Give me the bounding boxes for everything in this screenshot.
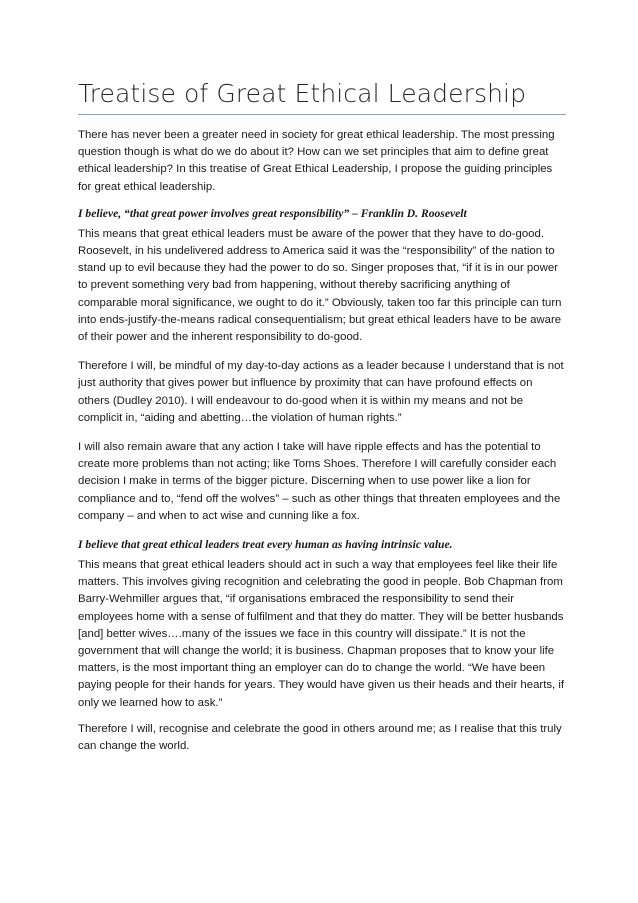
section1-paragraph-1: This means that great ethical leaders must be aware of the power that they have to do-good. Roosevelt, in his undelivered address to America said it was the “responsibility” of the nation to stand up to evil because they had the power to do so. Singer proposes that, “if it is in our power to prevent something very bad from happening, without thereby sacrificing anything of comparable moral significance, we ought to do it.” Obviously, taken too far this principle can turn into ends-justify-the-means radical consequentialism; but great ethical leaders have to be aware of their power and the inherent responsibility to do-good. xyxy=(78,227,562,344)
intro-paragraph: There has never been a greater need in society for great ethical leadership. The most pressing question though is what do we do about it? How can we set principles that aim to define great ethical leadership? In this treatise of Great Ethical Leadership, I propose the guiding principles for great ethical leadership. xyxy=(78,129,555,193)
section1-heading: I believe, “that great power involves great responsibility” – Franklin D. Roosevelt xyxy=(78,206,467,220)
section1-paragraph-3: I will also remain aware that any action I take will have ripple effects and has the potential to create more problems than not acting; like Toms Shoes. Therefore I will carefully consider each decision I make in terms of the bigger picture. Discerning when to use power like a lion for compliance and to, “fend off the wolves” – such as other things that threaten employees and the company – and when to act wise and cunning like a fox. xyxy=(78,441,561,522)
section1-paragraph-2: Therefore I will, be mindful of my day-to-day actions as a leader because I understand that is not just authority that gives power but influence by proximity that can have profound effects on others (Dudley 2010). I will endeavour to do-good when it is within my means and not be complicit in, “aiding and abetting…the violation of human rights.” xyxy=(78,360,564,424)
section2-paragraph-1: This means that great ethical leaders should act in such a way that employees feel like their life matters. This involves giving recognition and celebrating the good in people. Bob Chapman from Barry-Wehmiller argues that, “if organisations embraced the responsibility to send their employees home with a sense of fulfilment and that they do matter. They will be better husbands [and] better wives….many of the issues we face in this country will dissipate.” It is not the government that will change the world; it is business. Chapman proposes that to know your life matters, is the most important thing an employer can do to change the world. “We have been paying people for their hands for years. They would have given us their heads and their hearts, if only we learned how to ask.” xyxy=(78,559,565,709)
document-title: Treatise of Great Ethical Leadership xyxy=(78,78,566,115)
section2-paragraph-2: Therefore I will, recognise and celebrate the good in others around me; as I realise that this truly can change the world. xyxy=(78,722,562,753)
section2-heading: I believe that great ethical leaders treat every human as having intrinsic value. xyxy=(78,538,453,552)
